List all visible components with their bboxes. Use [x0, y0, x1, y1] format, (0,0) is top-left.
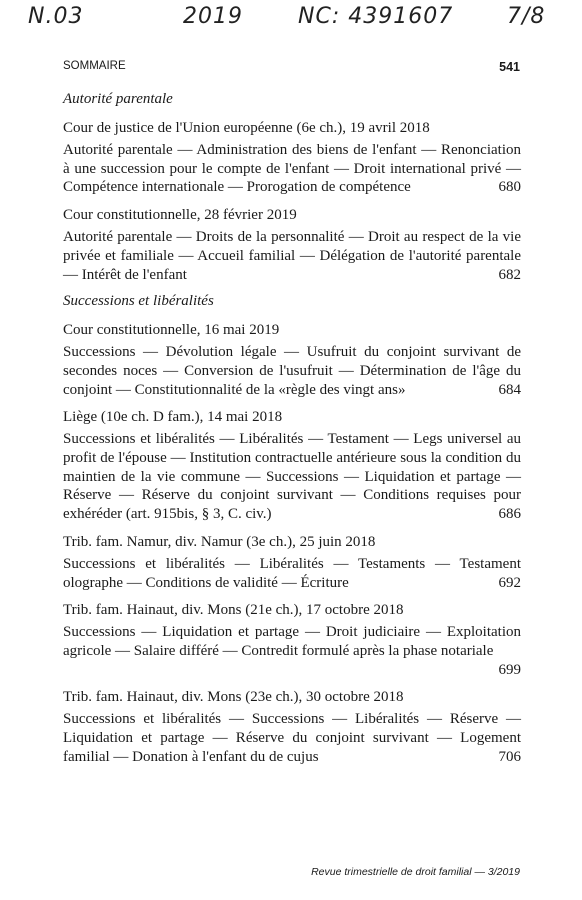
summary-entry: [63, 206, 521, 284]
summary-content: [63, 89, 521, 775]
section-heading: Successions et libéralités: [63, 293, 214, 310]
handwritten-note-1: N.03: [28, 4, 84, 29]
entry-keywords-text: Successions et libéralités — Libéralités — Testaments — Testament olographe — Conditions de validité — Écriture: [63, 555, 521, 591]
entry-keywords-text: Successions — Dévolution légale — Usufruit du conjoint survivant de secondes noces — Conversion de l'usufruit — Détermination de l'âge du conjoint — Constitutionnalité de la «règle des vingt ans»: [63, 344, 521, 398]
handwritten-note-3: NC: 4391607: [298, 4, 454, 29]
summary-entry: [63, 688, 521, 766]
entry-page-number: 682: [498, 266, 521, 283]
entry-keywords-text: Successions et libéralités — Libéralités — Testament — Legs universel au profit de l'épouse — Institution contractuelle antérieure sous la condition du maintien de la vie commune — Successions — Liquidation et partage — Réserve — Réserve du conjoint survivant — Conditions requises pour exhéréder (art. 915bis, § 3, C. civ.): [63, 431, 521, 523]
entry-keywords: [63, 623, 521, 679]
page-header: [63, 60, 520, 74]
summary-entry: [63, 321, 521, 399]
handwritten-note-2: 2019: [183, 4, 243, 29]
entry-keywords: [63, 228, 521, 284]
summary-entry: [63, 119, 521, 197]
entry-page-number: 706: [498, 748, 521, 765]
entry-keywords: [63, 343, 521, 399]
court-reference: Trib. fam. Hainaut, div. Mons (21e ch.), 17 octobre 2018: [63, 602, 404, 619]
court-reference: Cour constitutionnelle, 28 février 2019: [63, 207, 297, 224]
court-reference: Trib. fam. Hainaut, div. Mons (23e ch.), 30 octobre 2018: [63, 689, 404, 706]
court-reference: Liège (10e ch. D fam.), 14 mai 2018: [63, 409, 283, 426]
entry-keywords-text: Successions et libéralités — Successions — Libéralités — Réserve — Liquidation et partage — Réserve du conjoint survivant — Logement familial — Donation à l'enfant du de cujus: [63, 711, 521, 765]
court-reference: Cour constitutionnelle, 16 mai 2019: [63, 322, 280, 339]
journal-footer: Revue trimestrielle de droit familial — 3/2019: [311, 866, 520, 878]
entry-keywords: [63, 430, 521, 524]
section-heading: Autorité parentale: [63, 91, 173, 107]
entry-keywords-text: Autorité parentale — Administration des biens de l'enfant — Renonciation à une succession pour le compte de l'enfant — Droit international privé — Compétence internationale — Prorogation de compétence: [63, 142, 521, 196]
entry-keywords-text: Autorité parentale — Droits de la personnalité — Droit au respect de la vie privée et familiale — Accueil familial — Délégation de l'autorité parentale — Intérêt de l'enfant: [63, 229, 521, 283]
summary-entry: [63, 533, 521, 592]
handwritten-note-4: 7/8: [507, 4, 546, 29]
entry-keywords: [63, 141, 521, 197]
summary-entry: [63, 408, 521, 524]
header-title: SOMMAIRE: [63, 60, 126, 72]
entry-page-number: 692: [498, 574, 521, 591]
entry-page-number: 699: [498, 661, 521, 678]
entry-page-number: 686: [498, 506, 521, 523]
court-reference: Cour de justice de l'Union européenne (6e ch.), 19 avril 2018: [63, 120, 430, 136]
entry-keywords: [63, 555, 521, 592]
entry-page-number: 680: [498, 179, 521, 196]
header-page-number: 541: [499, 60, 520, 74]
entry-keywords: [63, 710, 521, 766]
summary-entry: [63, 601, 521, 679]
entry-keywords-text: Successions — Liquidation et partage — Droit judiciaire — Exploitation agricole — Salaire différé — Contredit formulé après la phase notariale: [63, 624, 521, 659]
entry-page-number: 684: [498, 381, 521, 398]
court-reference: Trib. fam. Namur, div. Namur (3e ch.), 25 juin 2018: [63, 533, 376, 550]
